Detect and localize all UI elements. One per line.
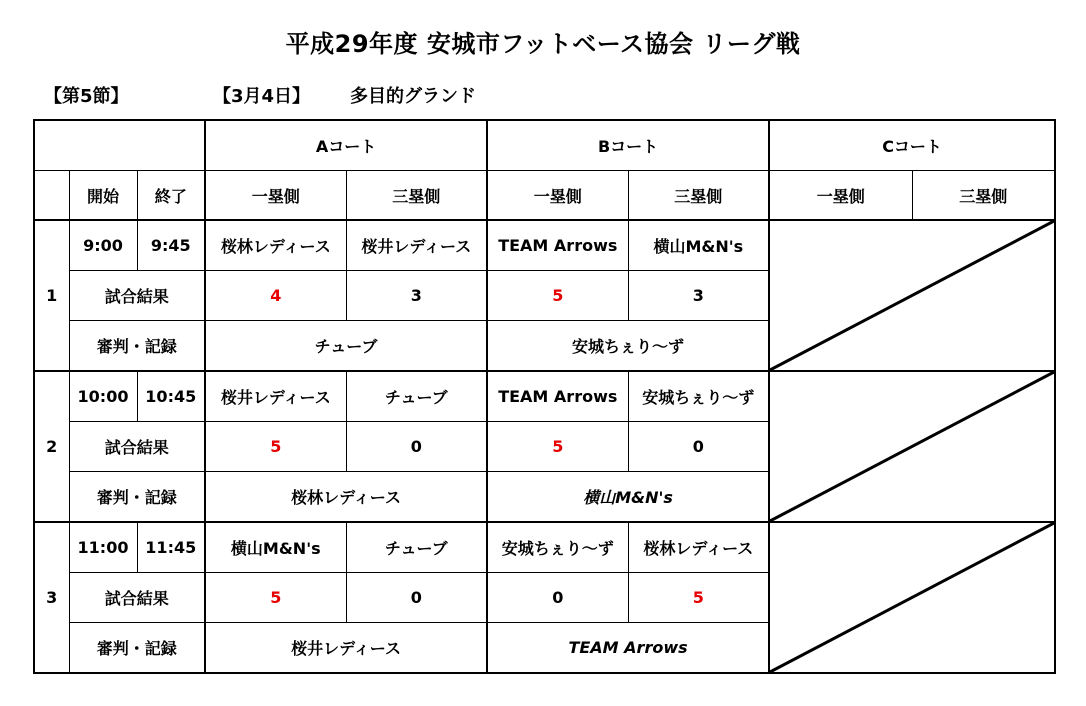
team-name: TEAM Arrows [487,371,628,422]
referee-name: 桜井レディース [205,623,487,674]
court-a-header: Aコート [205,120,487,171]
diagonal-line [770,523,1054,672]
team-name: 安城ちぇり～ず [487,522,628,573]
end-time: 11:45 [137,522,205,573]
score: 5 [487,271,628,321]
date-label: 【3月4日】 [213,86,311,107]
court-c-empty [769,371,1055,522]
team-name: チューブ [346,371,487,422]
result-label: 試合結果 [69,573,205,623]
page-title: 平成29年度 安城市フットベース協会 リーグ戦 [285,30,801,58]
court-header-row [34,120,1055,171]
court-b-header: Bコート [487,120,769,171]
score: 5 [487,422,628,472]
score: 5 [205,422,346,472]
team-name: TEAM Arrows [487,220,628,271]
match-2-teams-row [34,371,1055,422]
referee-label: 審判・記録 [69,623,205,674]
score: 3 [628,271,769,321]
score: 5 [205,573,346,623]
venue-label: 多目的グランド [350,86,476,107]
schedule-table [33,119,1056,674]
match-number: 2 [34,371,69,522]
referee-name: TEAM Arrows [487,623,769,674]
court-c-header: Cコート [769,120,1055,171]
b-first-header: 一塁側 [487,171,628,221]
a-third-header: 三塁側 [346,171,487,221]
diagonal-line [770,221,1054,370]
team-name: 桜林レディース [205,220,346,271]
match-1-teams-row [34,220,1055,271]
corner-cell [34,120,205,171]
match-3-teams-row [34,522,1055,573]
score: 0 [487,573,628,623]
result-label: 試合結果 [69,422,205,472]
start-time: 10:00 [69,371,137,422]
referee-label: 審判・記録 [69,321,205,372]
score: 5 [628,573,769,623]
match-number: 3 [34,522,69,673]
referee-name: 安城ちぇり～ず [487,321,769,372]
team-name: 安城ちぇり～ず [628,371,769,422]
match-number: 1 [34,220,69,371]
team-name: 桜井レディース [205,371,346,422]
score: 0 [346,573,487,623]
c-third-header: 三塁側 [912,171,1055,221]
team-name: 桜井レディース [346,220,487,271]
court-c-empty [769,220,1055,371]
start-header: 開始 [69,171,137,221]
diagonal-line [770,372,1054,521]
b-third-header: 三塁側 [628,171,769,221]
start-time: 11:00 [69,522,137,573]
side-header-row [34,171,1055,221]
referee-name: 桜林レディース [205,472,487,523]
referee-label: 審判・記録 [69,472,205,523]
team-name: 横山M&N's [628,220,769,271]
a-first-header: 一塁側 [205,171,346,221]
team-name: 桜林レディース [628,522,769,573]
team-name: チューブ [346,522,487,573]
no-header [34,171,69,221]
c-first-header: 一塁側 [769,171,912,221]
start-time: 9:00 [69,220,137,271]
team-name: 横山M&N's [205,522,346,573]
end-header: 終了 [137,171,205,221]
round-label: 【第5節】 [44,86,129,107]
end-time: 9:45 [137,220,205,271]
score: 3 [346,271,487,321]
score: 0 [346,422,487,472]
score: 4 [205,271,346,321]
score: 0 [628,422,769,472]
end-time: 10:45 [137,371,205,422]
court-c-empty [769,522,1055,673]
referee-name: チューブ [205,321,487,372]
referee-name: 横山M&N's [487,472,769,523]
result-label: 試合結果 [69,271,205,321]
